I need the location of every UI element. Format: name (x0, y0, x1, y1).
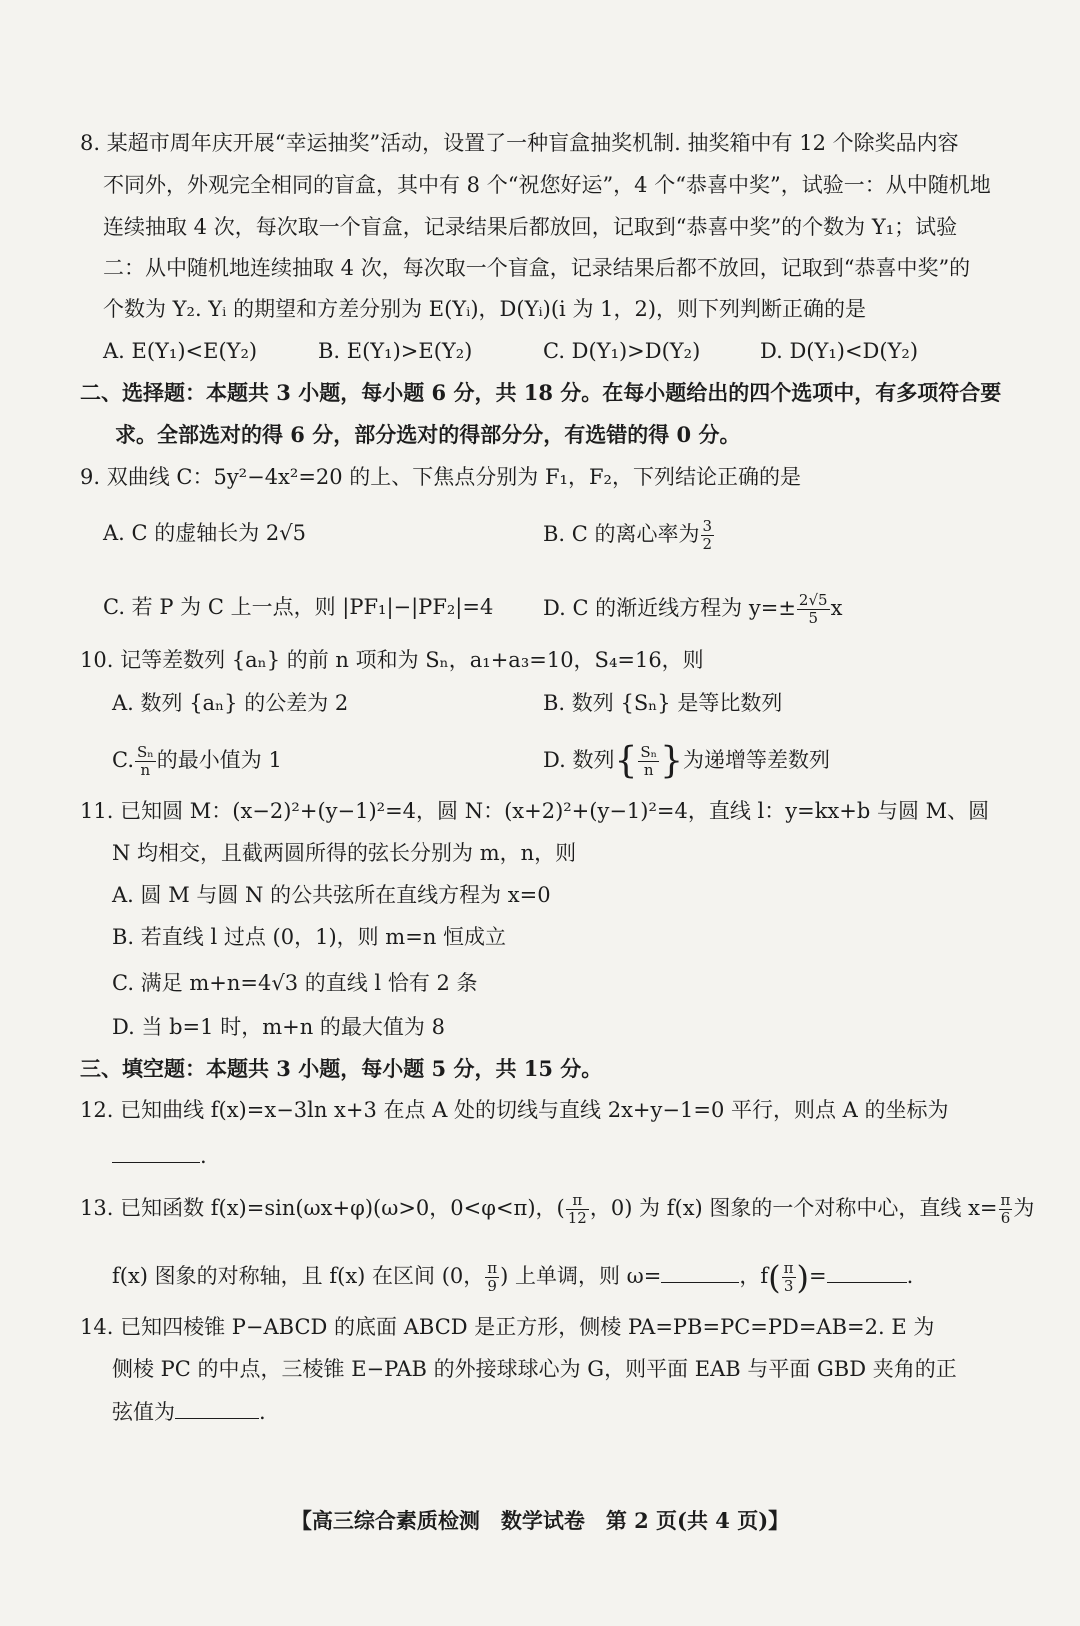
section-2-heading-line-2: 求。全部选对的得 6 分，部分选对的得部分分，有选错的得 0 分。 (115, 422, 741, 447)
q8-option-c: C. D(Y₁)>D(Y₂) (543, 339, 701, 363)
q11-option-b: B. 若直线 l 过点 (0，1)，则 m=n 恒成立 (112, 925, 507, 949)
q10-option-a: A. 数列 {aₙ} 的公差为 2 (112, 691, 349, 715)
q13-line-1: 13. 已知函数 f(x)=sin(ωx+φ)(ω>0，0<φ<π)，( $\frac{\pi}{12}$ ，0) 为 f(x) 图象的一个对称中心，直线 x= $\frac{\pi}{6}$ 为 (80, 1191, 1035, 1227)
q8-line-1: 8. 某超市周年庆开展“幸运抽奖”活动，设置了一种盲盒抽奖机制. 抽奖箱中有 12 个除奖品内容 (80, 131, 959, 155)
q8-option-d: D. D(Y₁)<D(Y₂) (760, 339, 919, 363)
q8-line-5: 个数为 Y₂. Yᵢ 的期望和方差分别为 E(Yᵢ)，D(Yᵢ)(i 为 1，2)，则下列判断正确的是 (103, 297, 867, 321)
q10-option-c: C. $\frac{\text{Sₙ}}{n}$ 的最小值为 1 (112, 743, 282, 779)
q9-option-b: B. C 的离心率为 $\frac{3}{2}$ (543, 517, 713, 553)
section-3-heading: 三、填空题：本题共 3 小题，每小题 5 分，共 15 分。 (80, 1056, 603, 1081)
q8-line-3: 连续抽取 4 次，每次取一个盲盒，记录结果后都放回，记取到“恭喜中奖”的个数为 Y₁；试验 (103, 215, 958, 239)
q10-option-b: B. 数列 {Sₙ} 是等比数列 (543, 691, 783, 715)
q11-option-c: C. 满足 m+n=4√3 的直线 l 恰有 2 条 (112, 971, 478, 995)
page-footer: 【高三综合素质检测 数学试卷 第 2 页(共 4 页)】 (290, 1508, 790, 1533)
q8-line-4: 二：从中随机地连续抽取 4 次，每次取一个盲盒，记录结果后都不放回，记取到“恭喜中奖”的 (103, 256, 971, 280)
section-2-heading-line-1: 二、选择题：本题共 3 小题，每小题 6 分，共 18 分。在每小题给出的四个选项中，有多项符合要 (80, 380, 1002, 405)
q8-option-a: A. E(Y₁)<E(Y₂) (103, 339, 258, 363)
q14-line-2: 侧棱 PC 的中点，三棱锥 E−PAB 的外接球球心为 G，则平面 EAB 与平面 GBD 夹角的正 (112, 1357, 957, 1381)
q13-omega-blank[interactable] (661, 1260, 739, 1283)
q10-stem: 10. 记等差数列 {aₙ} 的前 n 项和为 Sₙ，a₁+a₃=10，S₄=16，则 (80, 648, 704, 672)
q13-value-blank[interactable] (827, 1260, 907, 1283)
q10-option-d: D. 数列{ $\frac{\text{Sₙ}}{n}$ }为递增等差数列 (543, 740, 831, 782)
q11-line-2: N 均相交，且截两圆所得的弦长分别为 m，n，则 (112, 841, 577, 865)
q14-line-3: 弦值为 . (112, 1396, 266, 1427)
q11-line-1: 11. 已知圆 M：(x−2)²+(y−1)²=4，圆 N：(x+2)²+(y−1)²=4，直线 l：y=kx+b 与圆 M、圆 (80, 799, 990, 823)
q14-answer-blank[interactable] (175, 1396, 259, 1419)
q9-option-c: C. 若 P 为 C 上一点，则 |PF₁|−|PF₂|=4 (103, 595, 494, 619)
q8-line-2: 不同外，外观完全相同的盲盒，其中有 8 个“祝您好运”，4 个“恭喜中奖”，试验一：从中随机地 (103, 173, 991, 197)
q9-option-d: D. C 的渐近线方程为 y=± $\frac{2√5}{5}$ x (543, 591, 843, 627)
q9-option-a: A. C 的虚轴长为 2√5 (103, 521, 307, 545)
q13-line-2: f(x) 图象的对称轴，且 f(x) 在区间 (0， $\frac{\pi}{9}$ ) 上单调，则 ω= ，f( $\frac{\pi}{3}$ )= . (112, 1258, 914, 1297)
q12-answer-line: . (112, 1140, 207, 1171)
q12-line-1: 12. 已知曲线 f(x)=x−3ln x+3 在点 A 处的切线与直线 2x+y−1=0 平行，则点 A 的坐标为 (80, 1098, 949, 1122)
q11-option-d: D. 当 b=1 时，m+n 的最大值为 8 (112, 1015, 445, 1039)
q8-option-b: B. E(Y₁)>E(Y₂) (318, 339, 473, 363)
q11-option-a: A. 圆 M 与圆 N 的公共弦所在直线方程为 x=0 (112, 883, 551, 907)
q14-line-1: 14. 已知四棱锥 P−ABCD 的底面 ABCD 是正方形，侧棱 PA=PB=PC=PD=AB=2. E 为 (80, 1315, 935, 1339)
q12-answer-blank[interactable] (112, 1140, 200, 1163)
q9-stem: 9. 双曲线 C：5y²−4x²=20 的上、下焦点分别为 F₁，F₂，下列结论正确的是 (80, 465, 801, 489)
